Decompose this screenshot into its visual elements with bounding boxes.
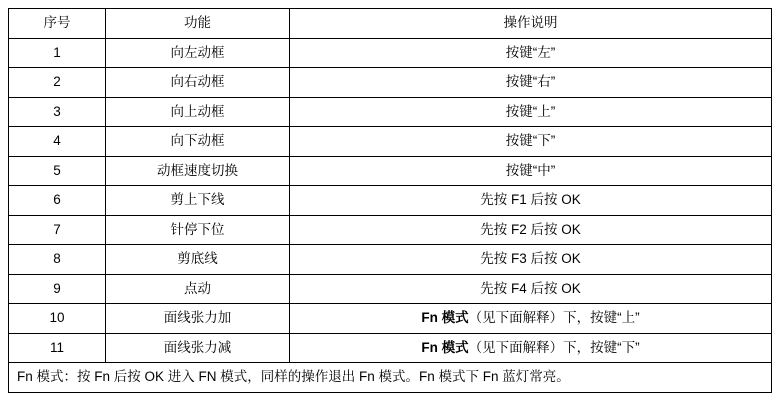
cell-seq: 5 bbox=[9, 156, 106, 186]
cell-description: 按键“左” bbox=[290, 38, 772, 68]
column-header-description: 操作说明 bbox=[290, 9, 772, 39]
cell-seq: 10 bbox=[9, 304, 106, 334]
table-row bbox=[9, 38, 772, 68]
footnote-text: Fn 模式：按 Fn 后按 OK 进入 FN 模式，同样的操作退出 Fn 模式。Fn 模式下 Fn 蓝灯常亮。 bbox=[9, 363, 772, 393]
cell-seq: 3 bbox=[9, 97, 106, 127]
cell-description: 按键“上” bbox=[290, 97, 772, 127]
cell-description: 按键“右” bbox=[290, 68, 772, 98]
cell-description-mode: Fn 模式 bbox=[421, 339, 469, 355]
table-row bbox=[9, 274, 772, 304]
cell-function: 点动 bbox=[106, 274, 290, 304]
cell-description: 按键“下” bbox=[290, 127, 772, 157]
cell-function: 向下动框 bbox=[106, 127, 290, 157]
cell-function: 剪上下线 bbox=[106, 186, 290, 216]
table-row bbox=[9, 68, 772, 98]
cell-description: 先按 F2 后按 OK bbox=[290, 215, 772, 245]
column-header-seq: 序号 bbox=[9, 9, 106, 39]
table-row bbox=[9, 97, 772, 127]
cell-function: 向右动框 bbox=[106, 68, 290, 98]
cell-function: 针停下位 bbox=[106, 215, 290, 245]
cell-description bbox=[290, 304, 772, 334]
cell-description-rest: （见下面解释）下，按键“上” bbox=[468, 310, 640, 326]
cell-function: 向左动框 bbox=[106, 38, 290, 68]
cell-description: 先按 F1 后按 OK bbox=[290, 186, 772, 216]
cell-seq: 8 bbox=[9, 245, 106, 275]
cell-seq: 1 bbox=[9, 38, 106, 68]
cell-seq: 7 bbox=[9, 215, 106, 245]
cell-description-rest: （见下面解释）下，按键“下” bbox=[468, 339, 640, 355]
cell-description: 先按 F4 后按 OK bbox=[290, 274, 772, 304]
cell-seq: 9 bbox=[9, 274, 106, 304]
cell-function: 剪底线 bbox=[106, 245, 290, 275]
table-row bbox=[9, 127, 772, 157]
cell-seq: 4 bbox=[9, 127, 106, 157]
table-row bbox=[9, 215, 772, 245]
cell-description: 先按 F3 后按 OK bbox=[290, 245, 772, 275]
column-header-function: 功能 bbox=[106, 9, 290, 39]
cell-description bbox=[290, 333, 772, 363]
cell-seq: 2 bbox=[9, 68, 106, 98]
table-row bbox=[9, 156, 772, 186]
cell-description-mode: Fn 模式 bbox=[421, 310, 469, 326]
table-row bbox=[9, 304, 772, 334]
cell-seq: 11 bbox=[9, 333, 106, 363]
table-row bbox=[9, 245, 772, 275]
table-row bbox=[9, 186, 772, 216]
cell-seq: 6 bbox=[9, 186, 106, 216]
cell-function: 动框速度切换 bbox=[106, 156, 290, 186]
table-header-row bbox=[9, 9, 772, 39]
table-row bbox=[9, 333, 772, 363]
cell-function: 面线张力减 bbox=[106, 333, 290, 363]
cell-function: 面线张力加 bbox=[106, 304, 290, 334]
cell-function: 向上动框 bbox=[106, 97, 290, 127]
key-function-table bbox=[8, 8, 772, 393]
table-footnote-row bbox=[9, 363, 772, 393]
cell-description: 按键“中” bbox=[290, 156, 772, 186]
